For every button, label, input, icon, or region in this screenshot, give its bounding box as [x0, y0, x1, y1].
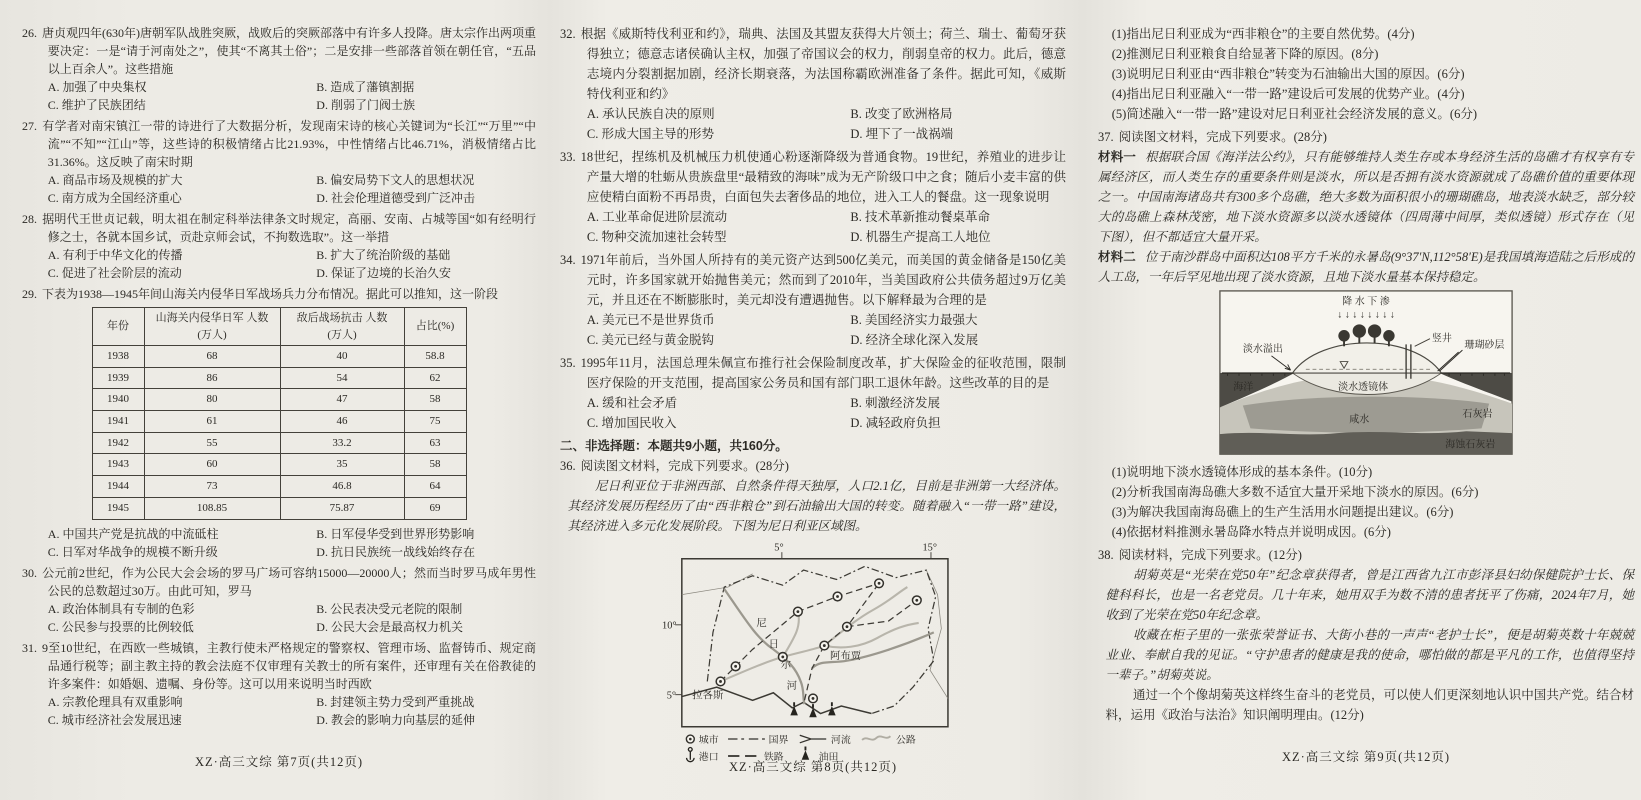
question-stem: [560, 353, 1066, 393]
question-number: 33.: [560, 150, 576, 164]
question-stem: [22, 117, 536, 171]
option-c: C. 维护了民族团结: [47, 98, 146, 112]
question-title: 阅读图文材料，完成下列要求。(28分): [1118, 130, 1327, 144]
coral-sand-label: 珊瑚砂层: [1464, 340, 1505, 352]
map-legend: [686, 733, 916, 746]
ocean-label: 海洋: [1233, 382, 1254, 394]
q36-intro-paragraph: 尼日利亚位于非洲西部、自然条件得天独厚，人口2.1亿，目前是非洲第一大经济体。其经济发展历程经历了由“西非粮仓”到石油输出大国的转变。随着融入“一带一路”建设，其经济进入多元化发展阶段。下图为尼日利亚区域图。: [567, 479, 1066, 533]
table-cell: 33.2: [280, 432, 404, 454]
map-tick-5n-top: 5°: [774, 542, 784, 554]
question-26: [22, 24, 536, 114]
subquestion-3: (3)为解决我国南海岛礁上的生产生活用水问题提出建议。(6分): [1111, 505, 1454, 520]
table-cell: 1943: [92, 454, 144, 476]
table-cell: 1938: [92, 346, 144, 368]
question-32: [560, 24, 1066, 144]
option-b: B. 日军侵华受到世界形势影响: [316, 526, 475, 541]
option-d: D. 埋下了一战祸端: [850, 127, 954, 141]
q38-paragraph-1: 胡菊英是“光荣在党50年”纪念章获得者，曾是江西省九江市彭泽县妇幼保健院护士长、保健科科长，也是一名老党员。几十年来，她用双手为数不清的患者抚平了伤痛，2024年7月，她收到了光荣在党50年纪念章。: [1105, 568, 1634, 623]
q38-paragraph-2: 收藏在柜子里的一张张荣誉证书、大街小巷的一声声“老护士长”，便是胡菊英数十年兢兢业业、奉献自我的见证。“守护患者的健康是我的使命，哪怕做的都是平凡的工作，也值得坚持一辈子。”胡菊英说。: [1105, 628, 1634, 683]
nigeria-map: [662, 538, 964, 768]
option-d: D. 机器生产提高工人地位: [850, 230, 991, 244]
q38-paragraph-3: 通过一个个像胡菊英这样终生奋斗的老党员，可以使人们更深刻地认识中国共产党。结合材料，运用《政治与法治》知识阐明理由。(12分): [1105, 688, 1634, 723]
subquestion-2: (2)分析我国南海岛礁大多数不适宜大量开采地下淡水的原因。(6分): [1111, 485, 1479, 500]
material-1-paragraph: [1098, 147, 1634, 247]
option-b: B. 改变了欧洲格局: [850, 107, 953, 121]
table-cell: 1939: [92, 367, 144, 389]
option-b: B. 美国经济实力最强大: [850, 313, 978, 327]
options-grid: [22, 525, 536, 561]
map-tick-15e: 15°: [922, 542, 938, 554]
question-stem: [22, 564, 536, 600]
option-c: C. 日军对华战争的规模不断升级: [47, 544, 218, 559]
page-9-footer: XZ·高三文综 第9页(共12页): [1281, 750, 1451, 764]
map-river-char: 尔: [780, 660, 792, 672]
map-tick-5n-left: 5°: [666, 690, 677, 702]
question-number: 30.: [22, 565, 37, 580]
lens-label: 淡水透镜体: [1338, 382, 1389, 394]
table-row: [92, 476, 466, 498]
question-27: [22, 117, 536, 207]
map-tick-10n: 10°: [662, 620, 677, 632]
question-stem: [1098, 545, 1634, 565]
question-number: 28.: [22, 212, 37, 226]
option-b: B. 技术革新推动餐桌革命: [850, 210, 990, 224]
limestone-label: 石灰岩: [1462, 408, 1493, 420]
option-b: B. 封建领主势力受到严重挑战: [316, 694, 475, 709]
page-7-footer: XZ·高三文综 第7页(共12页): [194, 755, 364, 769]
question-number: 34.: [560, 253, 576, 267]
option-a: A. 商品市场及规模的扩大: [47, 173, 183, 187]
table-row: [92, 389, 466, 411]
options-grid: [560, 104, 1066, 144]
table-header-cell: 敌后战场抗击 人数(万人): [280, 308, 404, 346]
table-cell: 62: [404, 367, 466, 389]
legend-port-label: 港口: [698, 751, 719, 763]
map-river-char: 尼: [756, 618, 767, 630]
option-a: A. 宗教伦理具有双重影响: [47, 694, 183, 709]
legend-oilfield-label: 油田: [818, 751, 839, 763]
table-cell: 108.85: [144, 497, 280, 519]
table-cell: 54: [280, 367, 404, 389]
option-c: C. 增加国民收入: [586, 416, 677, 430]
options-grid: [22, 600, 536, 636]
question-number: 29.: [22, 287, 37, 301]
table-cell: 64: [404, 476, 466, 498]
question-text: 1995年11月，法国总理朱佩宣布推行社会保险制度改革，扩大保险金的征收范围，限制医疗保险的开支范围，提高国家公务员和国有部门职工退休年龄。这些改革的目的是: [580, 356, 1066, 390]
option-d: D. 减轻政府负担: [850, 416, 941, 430]
legend-city-icon-center: [689, 738, 692, 741]
question-text: 下表为1938—1945年间山海关内侵华日军战场兵力分布情况。据此可以推知，这一阶段: [42, 287, 499, 301]
road-line: [783, 612, 799, 657]
table-cell: 69: [404, 497, 466, 519]
option-b: B. 造成了藩镇割据: [316, 80, 415, 94]
question-title: 阅读材料，完成下列要求。(12分): [1118, 548, 1302, 563]
question-stem: [22, 210, 536, 246]
table-cell: 55: [144, 432, 280, 454]
question-31: [22, 639, 536, 729]
railway-line: [721, 583, 880, 681]
legend-road-label: 公路: [896, 734, 916, 746]
question-stem: [560, 250, 1066, 310]
question-33: [560, 147, 1066, 247]
map-river-char: 河: [786, 680, 797, 692]
option-a: A. 中国共产党是抗战的中流砥柱: [47, 526, 219, 541]
subquestion-3: (3)说明尼日利亚由“西非粮仓”转变为石油输出大国的原因。(6分): [1111, 67, 1465, 81]
legend-city-label: 城市: [698, 734, 719, 746]
table-cell: 1940: [92, 389, 144, 411]
table-cell: 80: [144, 389, 280, 411]
legend-river-label: 河流: [830, 734, 851, 746]
troop-distribution-table: [92, 307, 467, 520]
table-row: [92, 411, 466, 433]
material-1-text: 根据联合国《海洋法公约》，只有能够维持人类生存或本身经济生活的岛礁才有权享有专属经济区，而人类生存的重要条件则是淡水，所以是否拥有淡水资源就成了岛礁价值的重要体现之一。中国南海诸岛共有300多个岛礁，绝大多数为面积很小的珊瑚礁岛，地表淡水缺乏，部分较大的岛礁上森林茂密，地下淡水资源多以淡水透镜体（四周薄中间厚，类似透镜）形式存在（见下图），但不都适宜大量开采。: [1098, 150, 1634, 244]
page-8-footer: XZ·高三文综 第8页(共12页): [728, 760, 898, 774]
question-text: 9至10世纪，在西欧一些城镇，主教行使未严格规定的警察权、管理市场、监督铸币、规定商品通行税等；副主教主持的教会法庭不仅审理有关教士的所有案件，还审理有关在俗教徒的许多案件：如婚姻、遗嘱、身份等。这可以用来说明当时西欧: [42, 640, 536, 691]
question-number: 35.: [560, 356, 576, 370]
option-c: C. 南方成为全国经济重心: [47, 191, 182, 205]
city-markers: [716, 579, 921, 703]
table-cell: 73: [144, 476, 280, 498]
question-number: 36.: [560, 459, 576, 473]
table-cell: 58: [404, 454, 466, 476]
options-grid: [22, 78, 536, 114]
material-2-text: 位于南沙群岛中面积达108平方千米的永暑岛(9°37′N,112°58′E)是我国填海造陆之后形成的人工岛，一年后罕见地出现了淡水资源，且地下淡水量基本保持稳定。: [1098, 250, 1634, 284]
subquestion-4: (4)依据材料推测永暑岛降水特点并说明成因。(6分): [1111, 525, 1391, 540]
options-grid: [560, 310, 1066, 350]
subquestion-1: (1)指出尼日利亚成为“西非粮仓”的主要自然优势。(4分): [1111, 27, 1415, 41]
page-8: [560, 24, 1066, 763]
legend-border-label: 国界: [768, 734, 789, 746]
table-cell: 40: [280, 346, 404, 368]
option-c: C. 公民参与投票的比例较低: [47, 619, 194, 634]
question-number: 32.: [560, 27, 576, 41]
table-cell: 75: [404, 411, 466, 433]
table-cell: 63: [404, 432, 466, 454]
option-c: C. 物种交流加速社会转型: [586, 230, 727, 244]
nigeria-map-figure: [560, 538, 1066, 774]
freshwater-lens-figure: [1098, 289, 1634, 462]
map-label-lagos: 拉各斯: [692, 690, 724, 702]
question-number: 27.: [22, 119, 37, 133]
option-a: A. 政治体制具有专制的色彩: [47, 601, 195, 616]
legend-river-icon: [800, 735, 826, 743]
rain-arrows: ↓ ↓ ↓ ↓ ↓ ↓ ↓ ↓: [1337, 309, 1395, 321]
option-d: D. 保证了边境的长治久安: [316, 266, 451, 280]
question-text: 据明代王世贞记载，明太祖在制定科举法律条文时规定，高丽、安南、占城等国“如有经明行修之士，各就本国乡试，贡赴京师会试，不拘数选取”。这一举措: [42, 212, 536, 244]
table-cell: 58: [404, 389, 466, 411]
options-grid: [560, 393, 1066, 433]
question-stem: [560, 24, 1066, 104]
option-c: C. 美元已经与黄金脱钩: [586, 333, 714, 347]
question-title: 阅读图文材料，完成下列要求。(28分): [580, 459, 789, 473]
question-number: 37.: [1098, 130, 1114, 144]
option-b: B. 偏安局势下文人的思想状况: [316, 173, 475, 187]
question-text: 根据《威斯特伐利亚和约》，瑞典、法国及其盟友获得大片领土；荷兰、瑞士、葡萄牙获得独立；德意志诸侯确认主权，加强了帝国议会的权力，削弱皇帝的权力。此后，德意志境内分裂割据加剧，经济长期衰落，为法国称霸欧洲准备了条件。据此可知，《威斯特伐利亚和约》: [580, 27, 1066, 101]
option-d: D. 削弱了门阀士族: [316, 98, 415, 112]
eroded-limestone-label: 海蚀石灰岩: [1445, 439, 1496, 451]
question-stem: [22, 639, 536, 693]
option-b: B. 扩大了统治阶级的基础: [316, 248, 451, 262]
options-grid: [22, 693, 536, 729]
map-label-abuja: 阿布贾: [829, 650, 862, 662]
section-2-header: 二、非选择题：本题共9小题，共160分。: [560, 439, 788, 453]
option-c: C. 形成大国主导的形势: [586, 127, 714, 141]
question-stem: [22, 24, 536, 78]
subquestion-1: (1)说明地下淡水透镜体形成的基本条件。(10分): [1111, 465, 1373, 480]
table-cell: 61: [144, 411, 280, 433]
option-c: C. 城市经济社会发展迅速: [47, 712, 182, 727]
question-34: [560, 250, 1066, 350]
legend-road-icon: [862, 736, 890, 740]
table-header-cell: 年份: [92, 308, 144, 346]
option-b: B. 公民表决受元老院的限制: [316, 601, 463, 616]
question-text: 有学者对南宋镇江一带的诗进行了大数据分析，发现南宋诗的核心关键词为“长江”“万里”“中流”“不知”“江山”等，这些诗的积极情绪占比21.93%，中性情绪占比46.71%，消极情绪占比31.36%。这反映了南宋时期: [42, 119, 536, 169]
option-b: B. 刺激经济发展: [850, 396, 940, 410]
table-cell: 47: [280, 389, 404, 411]
option-d: D. 抗日民族统一战线始终存在: [316, 544, 475, 559]
page-7: [22, 24, 536, 748]
question-30: [22, 564, 536, 636]
rain-label: 降 水 下 渗: [1342, 296, 1390, 308]
table-cell: 68: [144, 346, 280, 368]
question-text: 18世纪，捏练机及机械压力机使通心粉逐渐降级为普通食物。19世纪，养殖业的进步让产量大增的牡蛎从贵族盘里“最精致的海味”成为无产阶级口中之食；随后小麦丰富的供应使精白面粉不再昂贵，白面包失去奢侈品的地位，进入工人的餐盘。这一现象说明: [580, 150, 1066, 204]
table-row: [92, 454, 466, 476]
question-text: 公元前2世纪，作为公民大会会场的罗马广场可容纳15000—20000人；然而当时罗马成年男性公民的总数超过30万。由此可知，罗马: [42, 565, 536, 598]
table-row: [92, 367, 466, 389]
question-stem: [1098, 127, 1634, 147]
question-number: 26.: [22, 26, 37, 40]
material-2-paragraph: [1098, 247, 1634, 287]
option-a: A. 缓和社会矛盾: [586, 396, 678, 410]
legend-railway-label: 铁路: [763, 751, 784, 763]
option-d: D. 教会的影响力向基层的延伸: [316, 712, 475, 727]
table-cell: 60: [144, 454, 280, 476]
question-stem: [560, 456, 1066, 476]
well-label: 竖井: [1431, 333, 1452, 345]
table-row: [92, 497, 466, 519]
option-a: A. 工业革命促进阶层流动: [586, 210, 728, 224]
question-stem: [560, 147, 1066, 207]
options-grid: [22, 171, 536, 207]
table-header-cell: 占比(%): [404, 308, 466, 346]
option-a: A. 承认民族自决的原则: [586, 107, 715, 121]
question-36: [560, 456, 1066, 774]
table-cell: 46: [280, 411, 404, 433]
table-row: [92, 346, 466, 368]
table-header-row: [92, 308, 466, 346]
options-grid: [22, 246, 536, 282]
material-1-label: 材料一: [1098, 150, 1137, 164]
options-grid: [560, 207, 1066, 247]
freshwater-lens-diagram: [1218, 289, 1514, 456]
question-36-subquestions: [1098, 24, 1634, 124]
page-9: [1098, 24, 1634, 744]
question-number: 38.: [1098, 548, 1114, 563]
question-29: [22, 285, 536, 561]
table-cell: 1945: [92, 497, 144, 519]
table-cell: 1942: [92, 432, 144, 454]
option-a: A. 有利于中华文化的传播: [47, 248, 183, 262]
question-text: 唐贞观四年(630年)唐朝军队战胜突厥，战败后的突厥部落中有许多人投降。唐太宗作出两项重要决定：一是“请于河南处之”，使其“不离其土俗”；二是安排一些部落首领在朝任官，“五品以上百余人”。这些措施: [42, 26, 536, 76]
option-d: D. 经济全球化深入发展: [850, 333, 979, 347]
table-header-cell: 山海关内侵华日军 人数(万人): [144, 308, 280, 346]
table-row: [92, 432, 466, 454]
option-a: A. 加强了中央集权: [47, 80, 147, 94]
saltwater-label: 咸水: [1349, 414, 1370, 426]
table-cell: 1944: [92, 476, 144, 498]
question-text: 1971年前后，当外国人所持有的美元资产达到500亿美元，而美国的黄金储备是150亿美元时，许多国家就开始抛售美元；然而到了2010年，当美国政府公共债务超过9万亿美元，并且还在不断膨胀时，美元却没有遭遇抛售。以下解释最为合理的是: [580, 253, 1066, 307]
question-number: 31.: [22, 640, 37, 655]
option-d: D. 公民大会是最高权力机关: [316, 619, 463, 634]
table-cell: 35: [280, 454, 404, 476]
table-cell: 46.8: [280, 476, 404, 498]
question-37: [1098, 127, 1634, 542]
question-28: [22, 210, 536, 282]
option-c: C. 促进了社会阶层的流动: [47, 266, 182, 280]
national-border-line: [707, 566, 935, 713]
map-river-char: 日: [768, 639, 780, 651]
question-35: [560, 353, 1066, 433]
subquestion-4: (4)指出尼日利亚融入“一带一路”建设后可发展的优势产业。(4分): [1111, 87, 1465, 101]
option-d: D. 社会伦理道德受到广泛冲击: [316, 191, 475, 205]
overflow-label: 淡水溢出: [1242, 344, 1283, 356]
question-38: [1098, 545, 1634, 725]
option-a: A. 美元已不是世界货币: [586, 313, 715, 327]
question-stem: [22, 285, 536, 303]
table-cell: 58.8: [404, 346, 466, 368]
subquestion-5: (5)简述融入“一带一路”建设对尼日利亚社会经济发展的意义。(6分): [1111, 107, 1477, 121]
table-cell: 75.87: [280, 497, 404, 519]
table-cell: 86: [144, 367, 280, 389]
subquestion-2: (2)推测尼日利亚粮食自给显著下降的原因。(8分): [1111, 47, 1379, 61]
material-2-label: 材料二: [1098, 250, 1136, 264]
table-cell: 1941: [92, 411, 144, 433]
